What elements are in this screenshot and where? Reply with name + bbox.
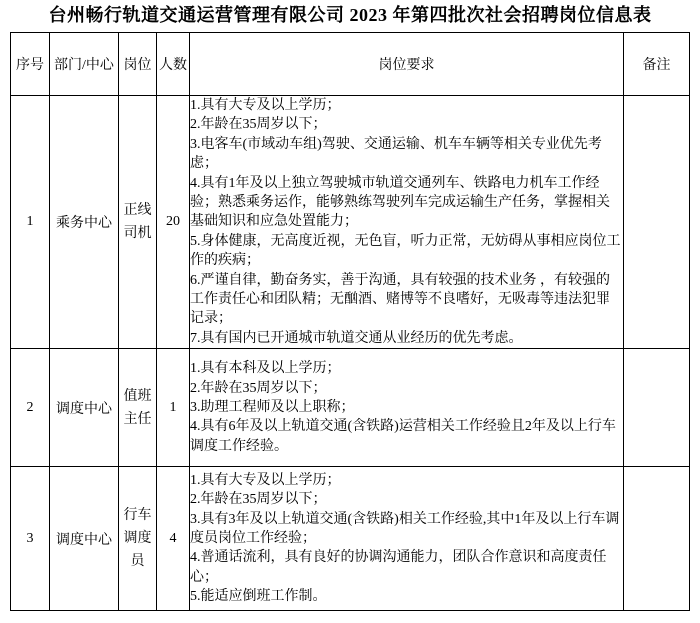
requirement-item: 1.具有大专及以上学历； — [190, 98, 341, 113]
remark-cell — [624, 467, 690, 611]
requirement-item: 1.具有大专及以上学历； — [190, 472, 341, 488]
requirement-item: 7.具有国内已开通城市轨道交通从业经历的优先考虑。 — [190, 330, 523, 346]
table-body — [11, 96, 690, 611]
table-row — [11, 349, 690, 467]
headcount-cell: 4 — [157, 467, 190, 611]
recruitment-table — [10, 32, 690, 611]
col-header-remark: 备注 — [624, 33, 690, 96]
requirement-item: 3.具有3年及以上轨道交通(含铁路)相关工作经验,其中1年及以上行车调度员岗位工作经验； — [190, 511, 620, 547]
requirement-item: 4.普通话流利，具有良好的协调沟通能力，团队合作意识和高度责任心； — [190, 550, 607, 585]
requirement-item: 4.具有6年及以上轨道交通(含铁路)运营相关工作经验且2年及以上行车调度工作经验。 — [190, 419, 616, 454]
requirements-cell — [190, 349, 624, 467]
requirement-item: 6.严谨自律，勤奋务实，善于沟通，具有较强的技术业务 ，有较强的工作责任心和团队精；无酗酒、赌博等不良嗜好，无吸毒等违法犯罪记录； — [190, 272, 610, 327]
department-cell: 乘务中心 — [50, 96, 119, 349]
requirement-item: 3.助理工程师及以上职称； — [190, 400, 355, 416]
page-title: 台州畅行轨道交通运营管理有限公司 2023 年第四批次社会招聘岗位信息表 — [48, 5, 652, 25]
requirement-item: 5.身体健康，无高度近视，无色盲，听力正常，无妨碍从事相应岗位工作的疾病； — [190, 233, 621, 269]
remark-cell — [624, 96, 690, 349]
serial-cell: 1 — [11, 96, 50, 349]
headcount-cell: 1 — [157, 349, 190, 467]
col-header-requirements: 岗位要求 — [190, 33, 624, 96]
table-row — [11, 467, 690, 611]
requirement-item: 4.具有1年及以上独立驾驶城市轨道交通列车、铁路电力机车工作经验；熟悉乘务运作，能够熟练驾驶列车完成运输生产任务，掌握相关基础知识和应急处置能力； — [190, 175, 610, 230]
serial-cell: 2 — [11, 349, 50, 467]
requirement-item: 2.年龄在35周岁以下； — [190, 492, 327, 508]
remark-cell — [624, 349, 690, 467]
position-cell: 正线司机 — [119, 96, 157, 349]
department-cell: 调度中心 — [50, 467, 119, 611]
position-cell: 值班主任 — [119, 349, 157, 467]
col-header-headcount: 人数 — [157, 33, 190, 96]
table-row — [11, 96, 690, 349]
serial-cell: 3 — [11, 467, 50, 611]
requirement-item: 5.能适应倒班工作制。 — [190, 589, 327, 605]
headcount-cell: 20 — [157, 96, 190, 349]
requirements-cell — [190, 96, 624, 349]
requirements-cell — [190, 467, 624, 611]
department-cell: 调度中心 — [50, 349, 119, 467]
requirement-item: 2.年龄在35周岁以下； — [190, 380, 327, 396]
requirement-item: 3.电客车(市域动车组)驾驶、交通运输、机车车辆等相关专业优先考虑； — [190, 136, 602, 172]
col-header-position: 岗位 — [119, 33, 157, 96]
requirement-item: 1.具有本科及以上学历； — [190, 361, 341, 377]
position-cell: 行车调度员 — [119, 467, 157, 611]
header-row — [11, 33, 690, 96]
requirement-item: 2.年龄在35周岁以下； — [190, 117, 327, 133]
col-header-serial: 序号 — [11, 33, 50, 96]
col-header-department: 部门/中心 — [50, 33, 119, 96]
